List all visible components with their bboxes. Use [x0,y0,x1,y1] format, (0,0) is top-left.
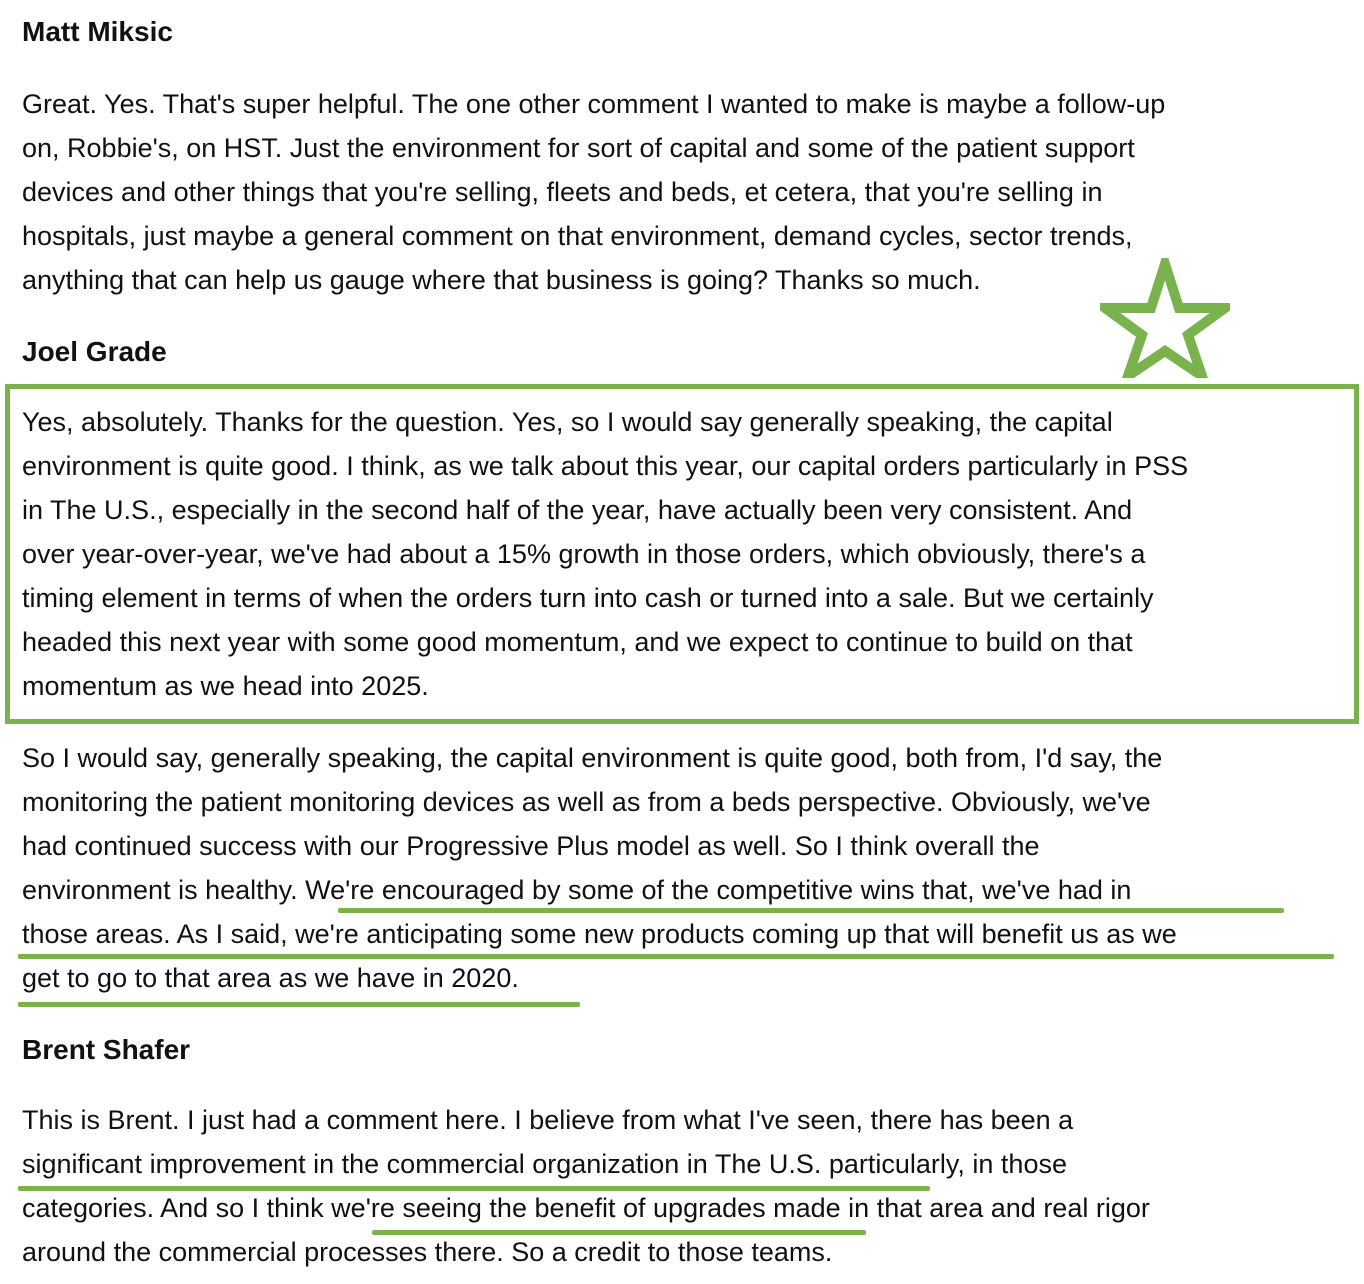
speaker-name-joel-grade: Joel Grade [22,336,167,367]
text-line: momentum as we head into 2025. [22,671,429,701]
paragraph-joel-grade [22,736,1177,1000]
text-line: Yes, absolutely. Thanks for the question. Yes, so I would say generally speaking, the capital [22,407,1113,437]
text-line: hospitals, just maybe a general comment on that environment, demand cycles, sector trends, [22,221,1133,251]
speaker-name-matt-miksic: Matt Miksic [22,16,173,47]
text-line: had continued success with our Progressive Plus model as well. So I think overall the [22,831,1040,861]
text-line: monitoring the patient monitoring devices as well as from a beds perspective. Obviously, we've [22,787,1151,817]
text-line: Great. Yes. That's super helpful. The one other comment I wanted to make is maybe a follow-up [22,89,1166,119]
text-line: This is Brent. I just had a comment here. I believe from what I've seen, there has been a [22,1105,1074,1135]
text-line: those areas. As I said, we're anticipating some new products coming up that will benefit us as we [22,919,1177,949]
underline-mark [18,954,1334,959]
text-line: over year-over-year, we've had about a 15% growth in those orders, which obviously, there's a [22,539,1146,569]
text-line: environment is healthy. We're encouraged by some of the competitive wins that, we've had in [22,875,1132,905]
text-line: timing element in terms of when the orders turn into cash or turned into a sale. But we certainly [22,583,1154,613]
paragraph-joel-grade-highlighted [22,400,1188,708]
text-line: on, Robbie's, on HST. Just the environment for sort of capital and some of the patient support [22,133,1135,163]
underline-mark [372,1230,866,1235]
text-line: categories. And so I think we're seeing the benefit of upgrades made in that area and real rigor [22,1193,1150,1223]
underline-mark [18,1002,580,1007]
text-line: in The U.S., especially in the second half of the year, have actually been very consistent. And [22,495,1133,525]
text-line: devices and other things that you're selling, fleets and beds, et cetera, that you're selling in [22,177,1103,207]
underline-mark [18,1186,930,1191]
star-outline-icon [1100,258,1230,378]
text-line: environment is quite good. I think, as we talk about this year, our capital orders particularly in PSS [22,451,1189,481]
text-line: headed this next year with some good momentum, and we expect to continue to build on that [22,627,1133,657]
speaker-name-brent-shafer: Brent Shafer [22,1034,191,1065]
paragraph-matt-miksic [22,82,1165,302]
text-line: significant improvement in the commercial organization in The U.S. particularly, in those [22,1149,1067,1179]
text-line: around the commercial processes there. So a credit to those teams. [22,1237,833,1267]
underline-mark [338,908,1284,913]
text-line: anything that can help us gauge where that business is going? Thanks so much. [22,265,981,295]
text-line: So I would say, generally speaking, the capital environment is quite good, both from, I'd say, the [22,743,1163,773]
text-line: get to go to that area as we have in 2020. [22,963,519,993]
